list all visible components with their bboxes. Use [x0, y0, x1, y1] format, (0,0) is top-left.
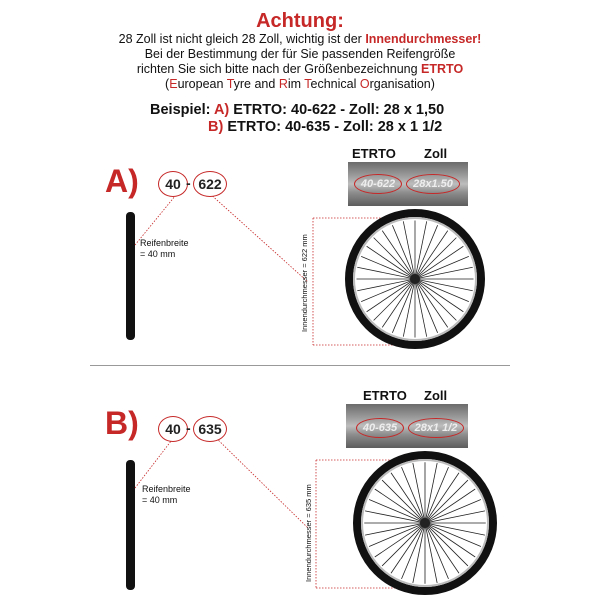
example-label: Beispiel:	[150, 102, 211, 118]
warning-title: Achtung:	[256, 10, 344, 32]
width-label-a	[140, 238, 189, 260]
diameter-code-b: 635	[193, 416, 227, 442]
section-divider	[90, 365, 510, 366]
letter-r: R	[278, 77, 288, 91]
tyre-sidewall-photo-b	[346, 404, 468, 448]
photo-zoll-a: 28x1.50	[406, 174, 460, 194]
photo-label-zoll-b: Zoll	[424, 388, 448, 403]
letter-e: E	[169, 77, 178, 91]
width-code-a: 40	[158, 171, 188, 197]
word-technical: echnical	[310, 77, 360, 91]
width-label-b-2: = 40 mm	[142, 495, 178, 505]
word-tyre: yre and	[233, 77, 279, 91]
line1-emphasis: Innendurchmesser!	[365, 32, 482, 46]
width-label-a-1: Reifenbreite	[140, 238, 189, 248]
section-b-letter: B)	[105, 405, 139, 441]
line3-text: richten Sie sich bitte nach der Größenbezeichnung	[136, 62, 422, 76]
tyre-sidewall-photo-a	[348, 162, 468, 206]
word-rim: im	[287, 77, 305, 91]
diameter-code-a: 622	[193, 171, 227, 197]
diameter-leader-b	[210, 432, 308, 528]
wheel-a	[349, 213, 481, 345]
line3-emphasis: ETRTO	[421, 62, 464, 76]
tyre-cross-section-a	[126, 212, 135, 340]
photo-label-etrto-a: ETRTO	[352, 146, 396, 161]
wheel-b	[357, 455, 493, 591]
section-a-letter: A)	[105, 163, 139, 199]
code-dash-a: -	[186, 175, 191, 191]
diameter-label-a: Innendurchmesser = 622 mm	[300, 234, 309, 332]
width-label-b-1: Reifenbreite	[142, 484, 191, 494]
letter-t2: T	[304, 77, 311, 91]
diameter-label-b: Innendurchmesser = 635 mm	[304, 484, 313, 582]
paren-open: (	[165, 77, 170, 91]
code-dash-b: -	[186, 420, 191, 436]
letter-o: O	[359, 77, 370, 91]
photo-zoll-b: 28x1 1/2	[408, 418, 464, 438]
diameter-leader-a	[208, 192, 308, 282]
photo-label-zoll-a: Zoll	[424, 146, 448, 161]
warning-line-2: Bei der Bestimmung der für Sie passenden Reifengröße	[144, 47, 456, 61]
photo-label-etrto-b: ETRTO	[363, 388, 407, 403]
example-a-text: ETRTO: 40-622 - Zoll: 28 x 1,50	[229, 102, 445, 118]
example-a-letter: A)	[213, 102, 230, 118]
example-b-text: ETRTO: 40-635 - Zoll: 28 x 1 1/2	[223, 119, 443, 135]
tyre-cross-section-b	[126, 460, 135, 590]
width-code-b: 40	[158, 416, 188, 442]
line1-text: 28 Zoll ist nicht gleich 28 Zoll, wichtig ist der	[118, 32, 366, 46]
word-organisation: rganisation)	[369, 77, 435, 91]
word-european: uropean	[177, 77, 227, 91]
example-b-letter: B)	[208, 119, 224, 135]
photo-etrto-a: 40-622	[354, 174, 402, 194]
letter-t: T	[226, 77, 234, 91]
width-label-b	[142, 484, 191, 506]
width-leader-a	[135, 190, 180, 245]
photo-etrto-b: 40-635	[356, 418, 404, 438]
width-label-a-2: = 40 mm	[140, 249, 176, 259]
